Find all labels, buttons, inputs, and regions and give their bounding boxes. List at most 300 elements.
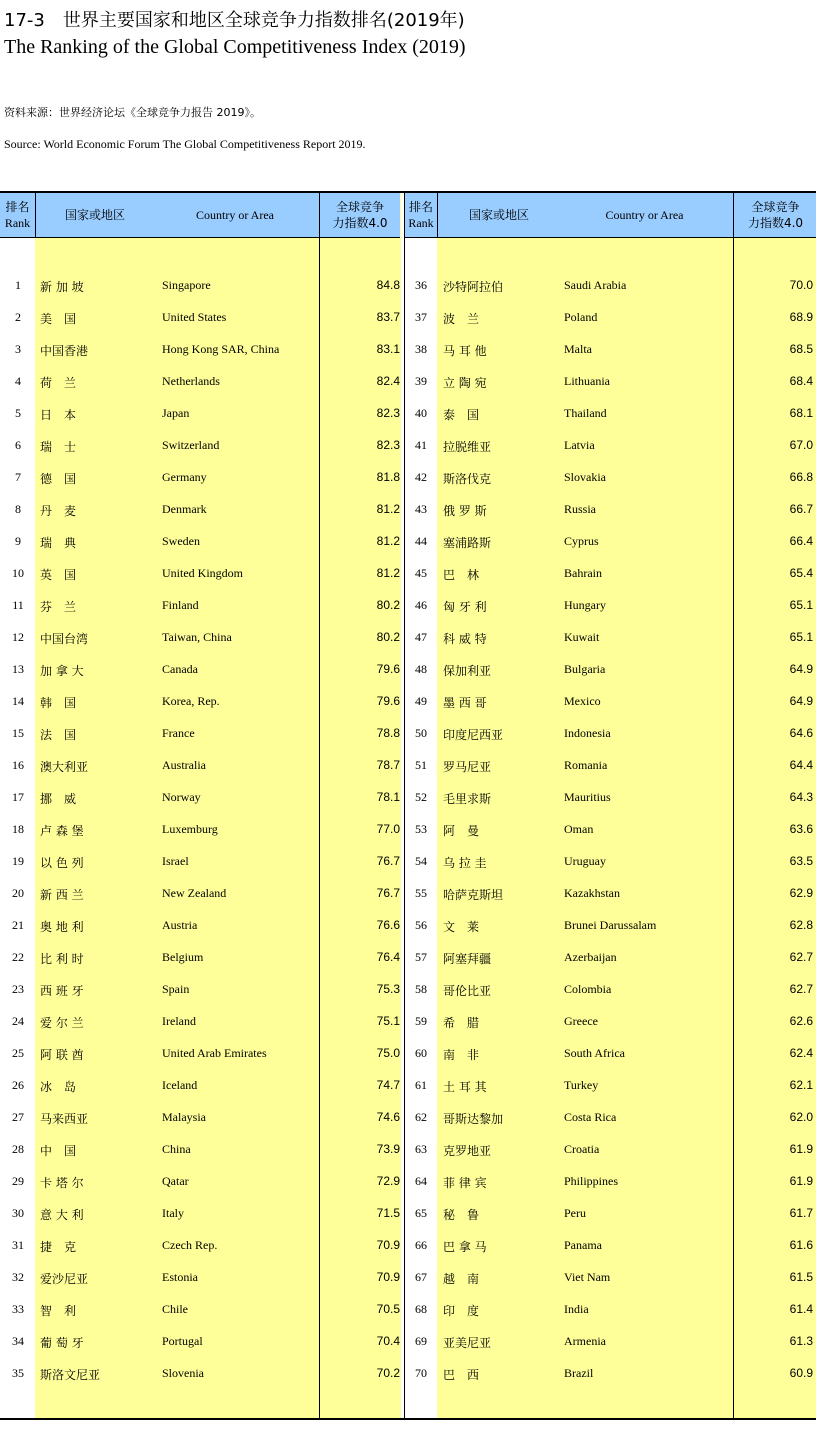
rank-cell: 22	[12, 950, 24, 964]
country-en-cell: Germany	[162, 470, 207, 484]
index-value-cell: 70.4	[376, 1334, 400, 1348]
index-value-cell: 61.7	[789, 1206, 813, 1220]
index-value-cell: 62.7	[789, 950, 813, 964]
index-value-cell: 67.0	[789, 438, 813, 452]
page-title-cn: 17-3 世界主要国家和地区全球竞争力指数排名(2019年)	[4, 10, 465, 31]
rank-cell: 4	[15, 374, 21, 388]
index-value-cell: 64.4	[789, 758, 813, 772]
country-en-cell: Iceland	[162, 1078, 198, 1092]
index-value-cell: 71.5	[376, 1206, 400, 1220]
country-en-cell: Switzerland	[162, 438, 220, 452]
country-en-cell: Saudi Arabia	[564, 278, 627, 292]
table-row	[405, 846, 816, 878]
rank-cell: 29	[12, 1174, 24, 1188]
source-cn: 资料来源：世界经济论坛《全球竞争力报告 2019》。	[4, 106, 261, 119]
country-en-cell: Belgium	[162, 950, 204, 964]
rank-cell: 17	[12, 790, 24, 804]
table-row	[0, 366, 400, 398]
country-en-cell: Denmark	[162, 502, 207, 516]
index-value-cell: 81.2	[376, 502, 400, 516]
country-en-cell: Spain	[162, 982, 190, 996]
country-cn-cell: 爱 尔 兰	[40, 1016, 84, 1030]
table-row	[0, 526, 400, 558]
rank-cell: 47	[415, 630, 427, 644]
table-row	[405, 1006, 816, 1038]
table-row	[0, 1006, 400, 1038]
country-cn-cell: 毛里求斯	[443, 792, 492, 806]
rank-cell: 16	[12, 758, 24, 772]
country-en-cell: Slovenia	[162, 1366, 204, 1380]
index-value-cell: 81.2	[376, 566, 400, 580]
rank-cell: 28	[12, 1142, 24, 1156]
rank-cell: 8	[15, 502, 21, 516]
table-row	[405, 526, 816, 558]
rank-cell: 65	[415, 1206, 427, 1220]
index-value-cell: 81.8	[376, 470, 400, 484]
rank-cell: 53	[415, 822, 427, 836]
index-value-cell: 75.0	[376, 1046, 400, 1060]
index-value-cell: 61.6	[789, 1238, 813, 1252]
header-index-line1-right: 全球竞争	[751, 200, 800, 214]
rank-cell: 69	[415, 1334, 427, 1348]
rank-cell: 10	[12, 566, 24, 580]
rank-cell: 66	[415, 1238, 427, 1252]
table-row	[0, 270, 400, 302]
rank-cell: 59	[415, 1014, 427, 1028]
country-cn-cell: 墨 西 哥	[443, 696, 487, 710]
header-rank-en: Rank	[4, 216, 31, 230]
country-en-cell: Azerbaijan	[564, 950, 617, 964]
country-cn-cell: 马 耳 他	[443, 344, 487, 358]
table-row	[405, 302, 816, 334]
country-cn-cell: 巴 拿 马	[443, 1240, 487, 1254]
table-row	[405, 942, 816, 974]
index-value-cell: 77.0	[376, 822, 400, 836]
table-row	[405, 782, 816, 814]
country-en-cell: Czech Rep.	[162, 1238, 218, 1252]
country-en-cell: Singapore	[162, 278, 211, 292]
index-value-cell: 66.8	[789, 470, 813, 484]
country-cn-cell: 芬 兰	[40, 600, 77, 614]
index-value-cell: 83.1	[376, 342, 400, 356]
index-value-cell: 70.9	[376, 1238, 400, 1252]
index-value-cell: 75.3	[376, 982, 400, 996]
index-value-cell: 80.2	[376, 630, 400, 644]
table-row	[0, 1038, 400, 1070]
table-row	[0, 1230, 400, 1262]
index-value-cell: 78.8	[376, 726, 400, 740]
rank-cell: 33	[12, 1302, 24, 1316]
country-en-cell: Finland	[162, 598, 199, 612]
index-value-cell: 83.7	[376, 310, 400, 324]
index-value-cell: 78.1	[376, 790, 400, 804]
country-en-cell: Greece	[564, 1014, 598, 1028]
index-value-cell: 62.7	[789, 982, 813, 996]
rank-cell: 40	[415, 406, 427, 420]
country-cn-cell: 波 兰	[443, 312, 480, 326]
index-value-cell: 76.7	[376, 854, 400, 868]
table-row	[0, 1198, 400, 1230]
table-row	[405, 270, 816, 302]
table-row	[405, 398, 816, 430]
index-value-cell: 65.1	[789, 598, 813, 612]
country-en-cell: Turkey	[564, 1078, 599, 1092]
country-en-cell: Hungary	[564, 598, 606, 612]
index-value-cell: 81.2	[376, 534, 400, 548]
table-row	[0, 462, 400, 494]
country-en-cell: Ireland	[162, 1014, 196, 1028]
table-row	[0, 718, 400, 750]
country-cn-cell: 哥伦比亚	[443, 984, 492, 998]
page-title-en: The Ranking of the Global Competitiveness Index (2019)	[4, 36, 466, 58]
country-cn-cell: 捷 克	[40, 1240, 77, 1254]
country-en-cell: Latvia	[564, 438, 595, 452]
rank-cell: 27	[12, 1110, 24, 1124]
country-en-cell: Netherlands	[162, 374, 220, 388]
index-value-cell: 62.1	[789, 1078, 813, 1092]
index-value-cell: 80.2	[376, 598, 400, 612]
rank-cell: 39	[415, 374, 427, 388]
country-en-cell: Canada	[162, 662, 198, 676]
index-value-cell: 76.4	[376, 950, 400, 964]
country-en-cell: Oman	[564, 822, 594, 836]
rank-cell: 36	[415, 278, 427, 292]
country-cn-cell: 爱沙尼亚	[40, 1272, 89, 1286]
country-cn-cell: 秘 鲁	[443, 1208, 480, 1222]
index-value-cell: 79.6	[376, 694, 400, 708]
country-cn-cell: 沙特阿拉伯	[443, 280, 504, 294]
index-value-cell: 79.6	[376, 662, 400, 676]
country-en-cell: Brunei Darussalam	[564, 918, 657, 932]
country-cn-cell: 卡 塔 尔	[40, 1176, 84, 1190]
table-row	[405, 1326, 816, 1358]
rank-cell: 58	[415, 982, 427, 996]
rank-cell: 46	[415, 598, 427, 612]
rank-cell: 12	[12, 630, 24, 644]
country-en-cell: Thailand	[564, 406, 607, 420]
rank-cell: 50	[415, 726, 427, 740]
table-row	[0, 654, 400, 686]
table-row	[0, 1070, 400, 1102]
country-en-cell: China	[162, 1142, 191, 1156]
index-value-cell: 66.7	[789, 502, 813, 516]
country-en-cell: Malaysia	[162, 1110, 206, 1124]
ranking-table-left	[0, 193, 401, 1418]
country-en-cell: Slovakia	[564, 470, 606, 484]
rank-cell: 35	[12, 1366, 24, 1380]
country-cn-cell: 新 西 兰	[40, 888, 84, 902]
rank-cell: 61	[415, 1078, 427, 1092]
country-cn-cell: 南 非	[443, 1048, 480, 1062]
country-en-cell: Austria	[162, 918, 198, 932]
rank-cell: 31	[12, 1238, 24, 1252]
country-en-cell: Kuwait	[564, 630, 600, 644]
country-cn-cell: 土 耳 其	[443, 1080, 487, 1094]
country-cn-cell: 菲 律 宾	[443, 1176, 487, 1190]
table-row	[0, 942, 400, 974]
index-value-cell: 70.0	[789, 278, 813, 292]
country-en-cell: Russia	[564, 502, 597, 516]
country-cn-cell: 斯洛伐克	[443, 472, 492, 486]
table-row	[405, 462, 816, 494]
table-header-right	[405, 193, 816, 238]
country-cn-cell: 罗马尼亚	[443, 760, 492, 774]
rank-cell: 45	[415, 566, 427, 580]
index-value-cell: 61.9	[789, 1142, 813, 1156]
rank-cell: 14	[12, 694, 24, 708]
index-value-cell: 76.6	[376, 918, 400, 932]
table-row	[0, 302, 400, 334]
rank-cell: 5	[15, 406, 21, 420]
country-cn-cell: 斯洛文尼亚	[40, 1368, 101, 1382]
country-cn-cell: 匈 牙 利	[443, 600, 487, 614]
country-en-cell: Uruguay	[564, 854, 606, 868]
rank-cell: 70	[415, 1366, 427, 1380]
table-row	[0, 1102, 400, 1134]
country-en-cell: Armenia	[564, 1334, 606, 1348]
table-row	[405, 1294, 816, 1326]
table-row	[0, 814, 400, 846]
table-row	[405, 974, 816, 1006]
index-value-cell: 84.8	[376, 278, 400, 292]
table-row	[405, 430, 816, 462]
country-cn-cell: 越 南	[443, 1272, 480, 1286]
table-header-left	[0, 193, 400, 238]
country-cn-cell: 阿 联 酋	[40, 1048, 84, 1062]
index-value-cell: 63.6	[789, 822, 813, 836]
table-row	[0, 1262, 400, 1294]
country-cn-cell: 中国台湾	[40, 632, 89, 646]
index-value-cell: 64.3	[789, 790, 813, 804]
index-value-cell: 68.1	[789, 406, 813, 420]
rank-cell: 23	[12, 982, 24, 996]
country-cn-cell: 文 莱	[443, 920, 480, 934]
rank-cell: 25	[12, 1046, 24, 1060]
table-row	[0, 590, 400, 622]
country-en-cell: France	[162, 726, 195, 740]
country-en-cell: Taiwan, China	[162, 630, 232, 644]
country-en-cell: Hong Kong SAR, China	[162, 342, 280, 356]
country-cn-cell: 美 国	[40, 312, 77, 326]
country-en-cell: Kazakhstan	[564, 886, 620, 900]
country-cn-cell: 日 本	[40, 408, 77, 422]
rank-cell: 34	[12, 1334, 24, 1348]
index-value-cell: 62.8	[789, 918, 813, 932]
table-row	[405, 1262, 816, 1294]
country-cn-cell: 亚美尼亚	[443, 1336, 492, 1350]
index-value-cell: 78.7	[376, 758, 400, 772]
country-en-cell: Panama	[564, 1238, 602, 1252]
index-value-cell: 60.9	[789, 1366, 813, 1380]
country-cn-cell: 西 班 牙	[40, 984, 84, 998]
country-en-cell: Croatia	[564, 1142, 600, 1156]
country-en-cell: Viet Nam	[564, 1270, 611, 1284]
index-value-cell: 66.4	[789, 534, 813, 548]
country-cn-cell: 巴 西	[443, 1368, 480, 1382]
table-row	[0, 910, 400, 942]
table-row	[0, 622, 400, 654]
rank-cell: 63	[415, 1142, 427, 1156]
table-row	[405, 1134, 816, 1166]
index-value-cell: 70.2	[376, 1366, 400, 1380]
ranking-table	[0, 191, 816, 1420]
index-value-cell: 62.0	[789, 1110, 813, 1124]
country-en-cell: South Africa	[564, 1046, 625, 1060]
table-row	[405, 366, 816, 398]
country-en-cell: Costa Rica	[564, 1110, 617, 1124]
index-value-cell: 62.9	[789, 886, 813, 900]
country-cn-cell: 塞浦路斯	[443, 536, 492, 550]
rank-cell: 20	[12, 886, 24, 900]
index-value-cell: 68.4	[789, 374, 813, 388]
country-en-cell: Indonesia	[564, 726, 611, 740]
country-en-cell: Portugal	[162, 1334, 203, 1348]
country-en-cell: Qatar	[162, 1174, 189, 1188]
country-en-cell: Chile	[162, 1302, 188, 1316]
country-en-cell: Australia	[162, 758, 206, 772]
table-row	[0, 686, 400, 718]
rank-cell: 68	[415, 1302, 427, 1316]
index-value-cell: 65.4	[789, 566, 813, 580]
country-cn-cell: 阿 曼	[443, 824, 480, 838]
country-en-cell: Poland	[564, 310, 598, 324]
country-cn-cell: 法 国	[40, 728, 77, 742]
country-cn-cell: 马来西亚	[40, 1112, 89, 1126]
rank-cell: 15	[12, 726, 24, 740]
country-en-cell: United Arab Emirates	[162, 1046, 267, 1060]
header-country-cn: 国家或地区	[64, 208, 125, 222]
country-en-cell: United Kingdom	[162, 566, 243, 580]
rank-cell: 18	[12, 822, 24, 836]
country-cn-cell: 印度尼西亚	[443, 728, 504, 742]
table-row	[0, 334, 400, 366]
country-en-cell: Mexico	[564, 694, 601, 708]
table-row	[0, 878, 400, 910]
country-en-cell: Korea, Rep.	[162, 694, 220, 708]
rank-cell: 1	[15, 278, 21, 292]
rank-cell: 6	[15, 438, 21, 452]
index-value-cell: 82.3	[376, 406, 400, 420]
header-rank-cn-right: 排名	[408, 200, 433, 214]
country-cn-cell: 克罗地亚	[443, 1144, 492, 1158]
country-cn-cell: 哥斯达黎加	[443, 1112, 504, 1126]
country-en-cell: Italy	[162, 1206, 184, 1220]
header-country-en: Country or Area	[196, 208, 274, 222]
country-cn-cell: 挪 威	[40, 792, 77, 806]
rank-cell: 9	[15, 534, 21, 548]
country-cn-cell: 瑞 典	[40, 536, 77, 550]
rank-cell: 2	[15, 310, 21, 324]
table-row	[405, 1070, 816, 1102]
country-cn-cell: 立 陶 宛	[443, 376, 487, 390]
rank-cell: 54	[415, 854, 427, 868]
header-rank-cn: 排名	[5, 200, 30, 214]
country-en-cell: Luxemburg	[162, 822, 218, 836]
rank-cell: 44	[415, 534, 427, 548]
index-value-cell: 61.9	[789, 1174, 813, 1188]
country-cn-cell: 英 国	[40, 568, 77, 582]
index-value-cell: 62.4	[789, 1046, 813, 1060]
country-cn-cell: 中国香港	[40, 344, 89, 358]
index-value-cell: 61.5	[789, 1270, 813, 1284]
index-value-cell: 73.9	[376, 1142, 400, 1156]
rank-cell: 57	[415, 950, 427, 964]
rank-cell: 26	[12, 1078, 24, 1092]
index-value-cell: 63.5	[789, 854, 813, 868]
country-cn-cell: 瑞 士	[40, 440, 77, 454]
index-value-cell: 64.9	[789, 662, 813, 676]
country-en-cell: India	[564, 1302, 589, 1316]
country-en-cell: Bulgaria	[564, 662, 606, 676]
country-cn-cell: 拉脱维亚	[443, 440, 492, 454]
table-row	[0, 558, 400, 590]
table-row	[0, 974, 400, 1006]
index-value-cell: 82.4	[376, 374, 400, 388]
country-cn-cell: 丹 麦	[40, 504, 77, 518]
table-row	[405, 590, 816, 622]
country-en-cell: Mauritius	[564, 790, 611, 804]
header-country-en-right: Country or Area	[605, 208, 684, 222]
rank-cell: 62	[415, 1110, 427, 1124]
table-row	[405, 1198, 816, 1230]
country-en-cell: Bahrain	[564, 566, 602, 580]
country-en-cell: Israel	[162, 854, 189, 868]
rank-cell: 19	[12, 854, 24, 868]
country-en-cell: Romania	[564, 758, 608, 772]
table-row	[0, 1358, 400, 1390]
header-rank-en-right: Rank	[408, 216, 434, 230]
index-value-cell: 64.6	[789, 726, 813, 740]
country-en-cell: Colombia	[564, 982, 612, 996]
country-en-cell: Lithuania	[564, 374, 610, 388]
index-value-cell: 72.9	[376, 1174, 400, 1188]
country-en-cell: Brazil	[564, 1366, 594, 1380]
table-row	[405, 622, 816, 654]
table-row	[405, 878, 816, 910]
table-row	[405, 334, 816, 366]
index-value-cell: 74.7	[376, 1078, 400, 1092]
table-row	[405, 1358, 816, 1390]
country-cn-cell: 中 国	[40, 1144, 77, 1158]
table-row	[0, 1166, 400, 1198]
country-en-cell: New Zealand	[162, 886, 227, 900]
country-en-cell: Cyprus	[564, 534, 599, 548]
country-cn-cell: 冰 岛	[40, 1080, 77, 1094]
table-row	[0, 430, 400, 462]
country-cn-cell: 智 利	[40, 1304, 77, 1318]
country-cn-cell: 以 色 列	[40, 856, 84, 870]
index-value-cell: 61.3	[789, 1334, 813, 1348]
index-value-cell: 74.6	[376, 1110, 400, 1124]
index-value-cell: 61.4	[789, 1302, 813, 1316]
table-row	[405, 654, 816, 686]
country-cn-cell: 阿塞拜疆	[443, 952, 492, 966]
country-en-cell: Norway	[162, 790, 201, 804]
country-cn-cell: 卢 森 堡	[40, 824, 84, 838]
rank-cell: 48	[415, 662, 427, 676]
index-value-cell: 68.5	[789, 342, 813, 356]
country-en-cell: Estonia	[162, 1270, 198, 1284]
table-row	[405, 1166, 816, 1198]
header-country-cn-right: 国家或地区	[468, 208, 529, 222]
table-row	[405, 1038, 816, 1070]
header-index-line1: 全球竞争	[335, 200, 384, 214]
table-row	[405, 910, 816, 942]
country-cn-cell: 希 腊	[443, 1016, 480, 1030]
country-en-cell: Sweden	[162, 534, 200, 548]
country-cn-cell: 韩 国	[40, 696, 77, 710]
country-cn-cell: 保加利亚	[443, 664, 492, 678]
